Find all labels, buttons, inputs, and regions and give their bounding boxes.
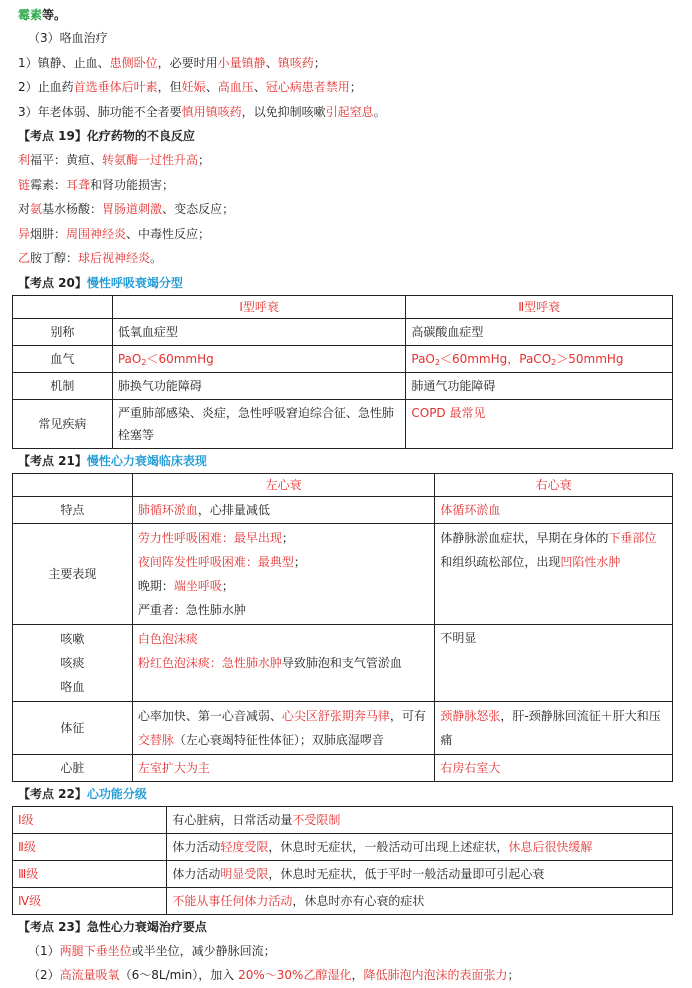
k21-title: 【考点 21】慢性心力衰竭临床表现 <box>18 453 207 468</box>
table-row: 血气 PaO$_2$＜60mmHg PaO$_2$＜60mmHg，PaCO$_2$＞50mmHg <box>13 345 673 372</box>
table-row: 别称 低氧血症型 高碳酸血症型 <box>13 318 673 345</box>
table-row: Ⅲ级 体力活动明显受限，休息时无症状，低于平时一般活动量即可引起心衰 <box>13 860 673 887</box>
hemoptysis-heading: （3）咯血治疗 <box>28 31 108 45</box>
k19-item-streptomycin: 链霉素：耳聋和肾功能损害； <box>18 177 175 192</box>
nyha-class-table <box>12 806 673 915</box>
text: 等。 <box>42 8 67 22</box>
table-row: 咳嗽 咳痰 咯血 白色泡沫痰 粉红色泡沫痰：急性肺水肿导致肺泡和支气管淤血 不明显 <box>13 624 673 701</box>
hemoptysis-item-2: 2）止血药首选垂体后叶素，但妊娠、高血压、冠心病患者禁用； <box>18 80 362 94</box>
right-hf-header: 右心衰 <box>435 473 673 496</box>
table-row: Ⅰ级 有心脏病，日常活动量不受限制 <box>13 806 673 833</box>
table-row: 特点 肺循环淤血，心排量减低 体循环淤血 <box>13 496 673 523</box>
k19-item-isoniazid: 异烟肼：周围神经炎、中毒性反应； <box>18 226 211 241</box>
drug-name: 霉素 <box>18 8 43 22</box>
table-row: 体征 心率加快、第一心音减弱、心尖区舒张期奔马律，可有交替脉（左心衰竭特征性体征）；双肺底湿啰音 颈静脉怒张，肝-颈静脉回流征＋肝大和压痛 <box>13 701 673 754</box>
k19-title: 【考点 19】化疗药物的不良反应 <box>18 129 195 143</box>
top-line <box>18 4 680 26</box>
respiratory-failure-table <box>12 295 673 449</box>
heart-failure-table <box>12 473 673 782</box>
table-row: Ⅱ级 体力活动轻度受限，休息时无症状，一般活动可出现上述症状，休息后很快缓解 <box>13 833 673 860</box>
k22-title: 【考点 22】心功能分级 <box>18 786 147 801</box>
k19-item-ethambutol: 乙胺丁醇：球后视神经炎。 <box>18 251 163 265</box>
table-row: 常见疾病 严重肺部感染、炎症，急性呼吸窘迫综合征、急性肺栓塞等 COPD 最常见 <box>13 399 673 448</box>
k19-item-pas: 对氨基水杨酸：胃肠道刺激、变态反应； <box>18 202 235 216</box>
table-row: 心脏 左室扩大为主 右房右室大 <box>13 754 673 781</box>
table-header-row <box>13 473 673 496</box>
type2-header: Ⅱ型呼衰 <box>406 295 673 318</box>
left-hf-header: 左心衰 <box>132 473 435 496</box>
table-row: Ⅳ级 不能从事任何体力活动，休息时亦有心衰的症状 <box>13 887 673 914</box>
k23-item-1: （1）两腿下垂坐位或半坐位，减少静脉回流； <box>28 943 276 958</box>
k19-item-rifampicin: 利福平：黄疸、转氨酶一过性升高； <box>18 153 211 167</box>
type1-header: Ⅰ型呼衰 <box>112 295 406 318</box>
hemoptysis-item-1: 1）镇静、止血、患侧卧位，必要时用小量镇静、镇咳药； <box>18 55 326 70</box>
table-header-row <box>13 295 673 318</box>
k20-title: 【考点 20】慢性呼吸衰竭分型 <box>18 275 183 290</box>
table-row: 主要表现 劳力性呼吸困难：最早出现； 夜间阵发性呼吸困难：最典型； 晚期：端坐呼吸； 严重者：急性肺水肿 体静脉淤血症状，早期在身体的下垂部位 和组织疏松部位，出现凹陷性水肿 <box>13 523 673 624</box>
hemoptysis-item-3: 3）年老体弱、肺功能不全者要慎用镇咳药，以免抑制咳嗽引起窒息。 <box>18 104 386 119</box>
document-page <box>0 0 692 295</box>
k23-item-2: （2）高流量吸氧（6～8L/min），加入 20%～30%乙醇湿化，降低肺泡内泡沫的表面张力； <box>28 968 520 982</box>
k23-title: 【考点 23】急性心力衰竭治疗要点 <box>18 919 207 934</box>
table-row: 机制 肺换气功能障碍 肺通气功能障碍 <box>13 372 673 399</box>
